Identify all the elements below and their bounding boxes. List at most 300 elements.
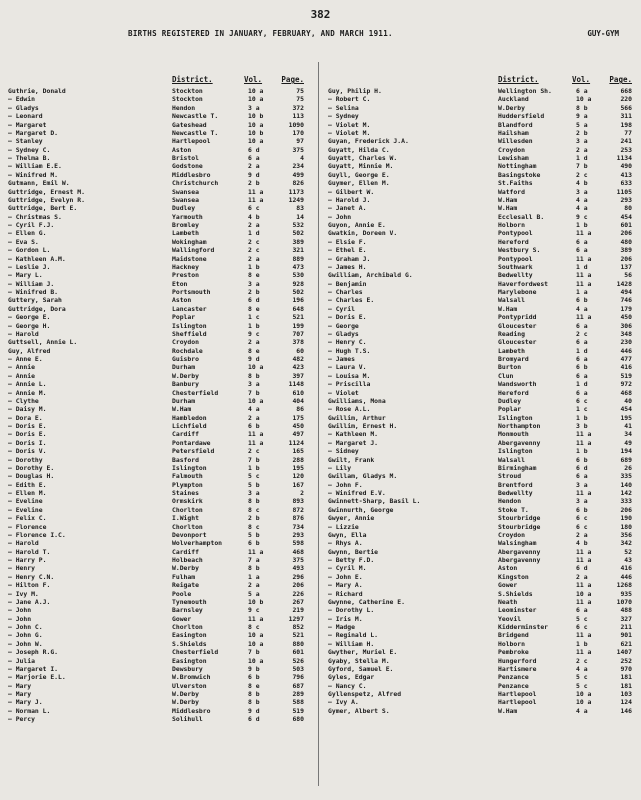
entry-page: 206: [620, 229, 632, 238]
entry-page: 327: [620, 614, 632, 623]
entry-volume: 9 c: [248, 329, 260, 338]
entry-volume: 11 a: [576, 430, 592, 439]
entry-page: 253: [620, 145, 632, 154]
entry-name: — Louisa M.: [328, 371, 371, 380]
vol-header: Vol.: [244, 75, 263, 84]
table-row: [8, 288, 308, 296]
page-title: BIRTHS REGISTERED IN JANUARY, FEBRUARY, AND MARCH 1911.: [128, 29, 393, 38]
entry-district: Burton: [498, 363, 522, 372]
district-header: District.: [172, 75, 213, 84]
entry-page: 1268: [616, 581, 632, 590]
entry-district: Petersfield: [172, 447, 215, 456]
entry-volume: 4 a: [248, 405, 260, 414]
entry-page: 972: [620, 380, 632, 389]
table-row: [8, 372, 308, 380]
table-row: [8, 648, 308, 656]
entry-volume: 2 a: [248, 254, 260, 263]
entry-district: W.Derby: [172, 698, 199, 707]
entry-name: — Henry C.: [328, 338, 367, 347]
entry-page: 195: [620, 413, 632, 422]
table-row: [328, 263, 632, 271]
entry-name: — William E.E.: [8, 162, 62, 171]
entry-name: Gwilliams, Mona: [328, 396, 386, 405]
entry-district: Poplar: [172, 313, 196, 322]
entry-name: Guttridge, Bert E.: [8, 204, 78, 213]
entry-district: Wokingham: [172, 237, 207, 246]
entry-volume: 10 a: [576, 95, 592, 104]
table-row: [328, 447, 632, 455]
entry-district: Basingstoke: [498, 170, 541, 179]
table-row: [8, 196, 308, 204]
table-row: [8, 389, 308, 397]
entry-volume: 3 a: [576, 187, 588, 196]
entry-district: Islington: [172, 463, 207, 472]
entry-volume: 3 a: [576, 480, 588, 489]
entry-name: Guyan, Frederick J.A.: [328, 137, 409, 146]
entry-volume: 1 b: [248, 321, 260, 330]
entry-name: Guyatt, Minnie M.: [328, 162, 394, 171]
entry-name: — Doris E.: [8, 430, 47, 439]
right-column: [328, 75, 632, 715]
entry-volume: 5 a: [248, 589, 260, 598]
entry-name: — Hugh T.S.: [328, 346, 371, 355]
entry-district: Aston: [498, 564, 518, 573]
entry-page: 876: [292, 514, 304, 523]
entry-volume: 1 b: [576, 221, 588, 229]
entry-page: 311: [620, 112, 632, 121]
entry-district: Newcastle T.: [172, 128, 219, 137]
entry-page: 1249: [288, 195, 304, 204]
entry-name: — Winifred M.: [8, 170, 59, 179]
entry-district: Dewsbury: [172, 664, 203, 673]
table-row: [328, 648, 632, 656]
entry-name: — Kathleen A.M.: [8, 254, 66, 263]
entry-volume: 10 a: [576, 698, 592, 707]
entry-page: 503: [292, 664, 304, 673]
entry-district: Islington: [498, 447, 533, 456]
table-row: [8, 330, 308, 338]
entry-name: — Florence: [8, 522, 47, 531]
entry-page: 488: [620, 606, 632, 615]
table-row: [8, 322, 308, 330]
entry-district: Bristol: [172, 154, 199, 162]
entry-page: 40: [624, 396, 632, 405]
entry-name: — Lily: [328, 463, 352, 472]
entry-district: Maidstone: [172, 254, 207, 263]
table-row: [8, 263, 308, 271]
entry-page: 348: [620, 329, 632, 338]
entry-volume: 11 a: [248, 430, 264, 439]
entry-district: Stockton: [172, 95, 203, 104]
entry-name: — John: [8, 606, 32, 615]
entry-page: 333: [620, 497, 632, 506]
entry-district: Walsingham: [498, 539, 537, 548]
entry-volume: 8 e: [248, 346, 260, 355]
entry-district: Hartismere: [498, 664, 537, 673]
entry-page: 378: [292, 338, 304, 347]
table-row: [328, 188, 632, 196]
entry-name: — Priscilla: [328, 380, 371, 389]
entry-district: Solihull: [172, 715, 203, 724]
entry-page: 1134: [616, 154, 632, 162]
entry-volume: 11 a: [576, 556, 592, 564]
entry-volume: 1 d: [576, 380, 588, 389]
table-row: [8, 296, 308, 304]
entry-page: 60: [296, 346, 304, 355]
table-row: [8, 581, 308, 589]
entry-district: Hackney: [172, 262, 199, 271]
entry-volume: 3 a: [576, 497, 588, 506]
entry-volume: 6 d: [576, 564, 588, 573]
entry-name: — John: [8, 614, 32, 623]
page-number: 382: [310, 8, 331, 21]
entry-district: Newcastle T.: [172, 112, 219, 121]
entry-page: 296: [292, 572, 304, 581]
entry-page: 181: [620, 673, 632, 682]
entry-district: Yarmouth: [172, 212, 203, 221]
entry-page: 499: [292, 170, 304, 179]
table-row: [328, 87, 632, 95]
entry-name: — Ellen G.: [8, 229, 47, 238]
entry-page: 113: [292, 112, 304, 121]
entry-volume: 11 a: [248, 195, 264, 204]
table-row: [328, 338, 632, 346]
entry-district: Gateshead: [172, 120, 207, 129]
entry-name: — Benjamin: [328, 279, 367, 288]
entry-name: Guttridge, Evelyn R.: [8, 195, 85, 204]
table-row: [8, 95, 308, 103]
entry-page: 198: [620, 120, 632, 129]
entry-district: Gower: [172, 614, 192, 623]
entry-volume: 11 a: [576, 581, 592, 590]
entry-name: Gyles, Edgar: [328, 673, 375, 682]
entry-district: Islington: [498, 413, 533, 422]
table-row: [328, 104, 632, 112]
entry-name: — Violet M.: [328, 128, 371, 137]
entry-district: Hendon: [498, 497, 522, 506]
entry-page: 526: [292, 656, 304, 665]
entry-volume: 10 a: [248, 656, 264, 665]
entry-district: Guisbro: [172, 355, 199, 363]
entry-volume: 9 c: [576, 212, 588, 221]
entry-volume: 6 c: [576, 522, 588, 531]
entry-name: — Winifred E.V.: [328, 489, 386, 497]
entry-name: Gyllenspetz, Alfred: [328, 690, 402, 698]
table-row: [8, 271, 308, 279]
entry-name: — Harold T.: [8, 547, 51, 556]
entry-district: Abergavenny: [498, 438, 541, 447]
entry-page: 356: [620, 530, 632, 539]
entry-page: 195: [292, 463, 304, 472]
table-row: [328, 397, 632, 405]
entry-name: — Leslie J.: [8, 262, 51, 271]
entry-district: Pembroke: [498, 648, 529, 657]
page-header: Page.: [609, 75, 632, 84]
table-row: [8, 87, 308, 95]
entry-name: — Mary J.: [8, 698, 43, 707]
entry-page: 103: [620, 690, 632, 698]
entry-page: 633: [620, 179, 632, 188]
entry-page: 26: [624, 463, 632, 472]
entry-volume: 4 a: [576, 204, 588, 213]
table-row: [8, 698, 308, 706]
entry-district: Nottingham: [498, 162, 537, 171]
entry-district: Southwark: [498, 262, 533, 271]
entry-volume: 1 d: [248, 229, 260, 238]
entry-district: Durham: [172, 396, 196, 405]
table-row: [8, 673, 308, 681]
entry-name: — Douglas H.: [8, 472, 55, 481]
table-row: [8, 514, 308, 522]
entry-district: I.Wight: [172, 514, 199, 523]
entry-volume: 2 c: [248, 447, 260, 456]
entry-district: Aston: [172, 296, 192, 305]
table-row: [328, 673, 632, 681]
entry-district: Ulverston: [172, 681, 207, 690]
table-row: [328, 347, 632, 355]
table-row: [8, 121, 308, 129]
table-row: [328, 422, 632, 430]
table-row: [8, 606, 308, 614]
entry-page: 190: [620, 514, 632, 523]
entry-page: 1124: [288, 438, 304, 447]
entry-name: Guttridge, Dora: [8, 304, 66, 313]
entry-name: — Lizzie: [328, 522, 359, 531]
entry-volume: 8 c: [248, 505, 260, 514]
entry-district: Neath: [498, 597, 518, 606]
table-row: [328, 682, 632, 690]
entry-volume: 8 b: [248, 371, 260, 380]
entry-volume: 11 a: [576, 254, 592, 263]
entry-page: 75: [296, 95, 304, 104]
entry-page: 306: [620, 321, 632, 330]
entry-district: Pontypridd: [498, 313, 537, 322]
entry-district: Leominster: [498, 606, 537, 615]
table-row: [328, 204, 632, 212]
entry-name: Guyatt, Charles W.: [328, 154, 398, 162]
entry-district: Watford: [498, 187, 525, 196]
entry-page: 389: [620, 246, 632, 255]
entry-volume: 1 c: [576, 405, 588, 414]
entry-page: 502: [292, 288, 304, 296]
entry-volume: 10 a: [248, 95, 264, 104]
entry-district: Blandford: [498, 120, 533, 129]
table-row: [328, 531, 632, 539]
entry-name: — Margaret J.: [328, 438, 379, 447]
entry-name: — Percy: [8, 715, 35, 724]
entry-volume: 1 b: [576, 639, 588, 648]
table-row: [328, 514, 632, 522]
entry-district: Bedwellty: [498, 489, 533, 497]
table-row: [328, 430, 632, 438]
entry-volume: 1 a: [248, 572, 260, 581]
entry-name: — Kathleen M.: [328, 430, 379, 439]
entry-page: 880: [292, 639, 304, 648]
entry-page: 289: [292, 690, 304, 698]
entry-volume: 1 b: [248, 262, 260, 271]
table-row: [328, 556, 632, 564]
entry-district: Chesterfield: [172, 648, 219, 657]
entry-name: — Sydney C.: [8, 145, 51, 154]
entry-volume: 1 d: [576, 154, 588, 162]
entry-volume: 10 b: [248, 597, 264, 606]
entry-district: W.Derby: [172, 564, 199, 573]
entry-volume: 11 a: [248, 187, 264, 196]
entry-district: Hendon: [172, 103, 196, 112]
entry-district: Penzance: [498, 681, 529, 690]
entry-district: Ecclesall B.: [498, 212, 545, 221]
entry-volume: 7 b: [248, 648, 260, 657]
entry-page: 689: [620, 455, 632, 464]
entry-district: Hailsham: [498, 128, 529, 137]
entry-name: Gwynn, Bertie: [328, 547, 379, 556]
entry-volume: 2 c: [576, 656, 588, 665]
table-row: [8, 347, 308, 355]
entry-district: Plympton: [172, 480, 203, 489]
entry-volume: 4 a: [576, 195, 588, 204]
table-row: [8, 430, 308, 438]
entry-name: Gwillam, Gladys M.: [328, 472, 398, 481]
entry-page: 181: [620, 681, 632, 690]
entry-district: Hereford: [498, 237, 529, 246]
entry-name: Gwillim, Arthur: [328, 413, 386, 422]
entry-page: 473: [292, 262, 304, 271]
entry-volume: 8 c: [248, 522, 260, 531]
table-row: [328, 313, 632, 321]
entry-name: Gwilt, Frank: [328, 455, 375, 464]
entry-page: 494: [620, 288, 632, 296]
entry-district: Swansea: [172, 187, 199, 196]
entry-volume: 9 b: [248, 664, 260, 673]
table-row: [328, 456, 632, 464]
table-row: [328, 439, 632, 447]
entry-district: Wellington Sh.: [498, 87, 552, 95]
entry-name: Guymer, Ellen M.: [328, 179, 390, 188]
table-row: [328, 497, 632, 505]
table-row: [8, 313, 308, 321]
entry-district: Pontardawe: [172, 438, 211, 447]
entry-page: 288: [292, 455, 304, 464]
entry-page: 734: [292, 522, 304, 531]
table-row: [328, 146, 632, 154]
entry-district: Lancaster: [172, 304, 207, 313]
entry-volume: 8 e: [248, 304, 260, 313]
entry-district: Godstone: [172, 162, 203, 171]
entry-page: 321: [292, 246, 304, 255]
entry-name: Gwatkin, Doreen V.: [328, 229, 398, 238]
entry-volume: 6 a: [576, 606, 588, 615]
entry-district: Bromley: [172, 221, 199, 229]
entry-district: Christchurch: [172, 179, 219, 188]
table-row: [8, 506, 308, 514]
entry-district: Stoke T.: [498, 505, 529, 514]
entry-volume: 10 a: [576, 589, 592, 598]
entry-name: — Dorothy L.: [328, 606, 375, 615]
entry-volume: 6 c: [576, 514, 588, 523]
entry-name: — Henry C.N.: [8, 572, 55, 581]
entry-volume: 1 a: [576, 288, 588, 296]
table-row: [8, 162, 308, 170]
entry-volume: 11 a: [576, 438, 592, 447]
entry-district: Easington: [172, 631, 207, 640]
left-column-header: [8, 75, 308, 85]
table-row: [8, 246, 308, 254]
entry-page: 4: [300, 154, 304, 162]
entry-district: Lambeth: [172, 229, 199, 238]
entry-name: — Edwin: [8, 95, 35, 104]
entry-page: 167: [292, 480, 304, 489]
entry-name: — Rose A.L.: [328, 405, 371, 414]
entry-district: Northampton: [498, 422, 541, 430]
table-row: [328, 640, 632, 648]
entry-volume: 3 b: [576, 422, 588, 430]
entry-name: — Betty F.D.: [328, 556, 375, 564]
entry-name: — Elsie F.: [328, 237, 367, 246]
entry-page: 648: [292, 304, 304, 313]
entry-name: — Leonard: [8, 112, 43, 121]
table-row: [328, 598, 632, 606]
table-row: [328, 564, 632, 572]
entry-volume: 6 b: [248, 539, 260, 548]
entry-page: 252: [620, 656, 632, 665]
entry-volume: 4 b: [248, 212, 260, 221]
entry-district: Middlesbro: [172, 170, 211, 179]
entry-name: Gwillim, Ernest H.: [328, 422, 398, 430]
entry-page: 175: [292, 413, 304, 422]
entry-district: W.Ham: [498, 204, 518, 213]
entry-name: — Dorothy E.: [8, 463, 55, 472]
table-row: [8, 137, 308, 145]
table-row: [8, 682, 308, 690]
entry-district: Stourbridge: [498, 522, 541, 531]
entry-page: 165: [292, 447, 304, 456]
entry-page: 687: [292, 681, 304, 690]
entry-district: Chorlton: [172, 623, 203, 631]
table-row: [328, 506, 632, 514]
entry-name: — Iris M.: [328, 614, 363, 623]
entry-name: — Eveline: [8, 505, 43, 514]
entry-district: W.Bromwich: [172, 673, 211, 682]
entry-volume: 9 c: [248, 606, 260, 615]
table-row: [8, 112, 308, 120]
table-row: [8, 623, 308, 631]
table-row: [8, 363, 308, 371]
entry-name: — Ethel E.: [328, 246, 367, 255]
entry-name: — Mary L.: [8, 271, 43, 280]
entry-name: — Edith E.: [8, 480, 47, 489]
entry-district: Poole: [172, 589, 192, 598]
entry-volume: 2 c: [248, 237, 260, 246]
entry-page: 14: [296, 212, 304, 221]
entry-page: 342: [620, 539, 632, 548]
entry-volume: 10 a: [248, 137, 264, 146]
entry-page: 446: [620, 346, 632, 355]
entry-district: W.Derby: [172, 371, 199, 380]
table-row: [8, 188, 308, 196]
entry-district: Lichfield: [172, 422, 207, 430]
entry-volume: 6 a: [248, 154, 260, 162]
table-row: [8, 564, 308, 572]
table-row: [328, 489, 632, 497]
entry-name: — Rhys A.: [328, 539, 363, 548]
table-row: [328, 238, 632, 246]
entry-district: Westbury S.: [498, 246, 541, 255]
entry-name: — Cyril: [328, 304, 355, 313]
entry-name: — George: [328, 321, 359, 330]
table-row: [328, 179, 632, 187]
entry-page: 935: [620, 589, 632, 598]
table-row: [8, 405, 308, 413]
